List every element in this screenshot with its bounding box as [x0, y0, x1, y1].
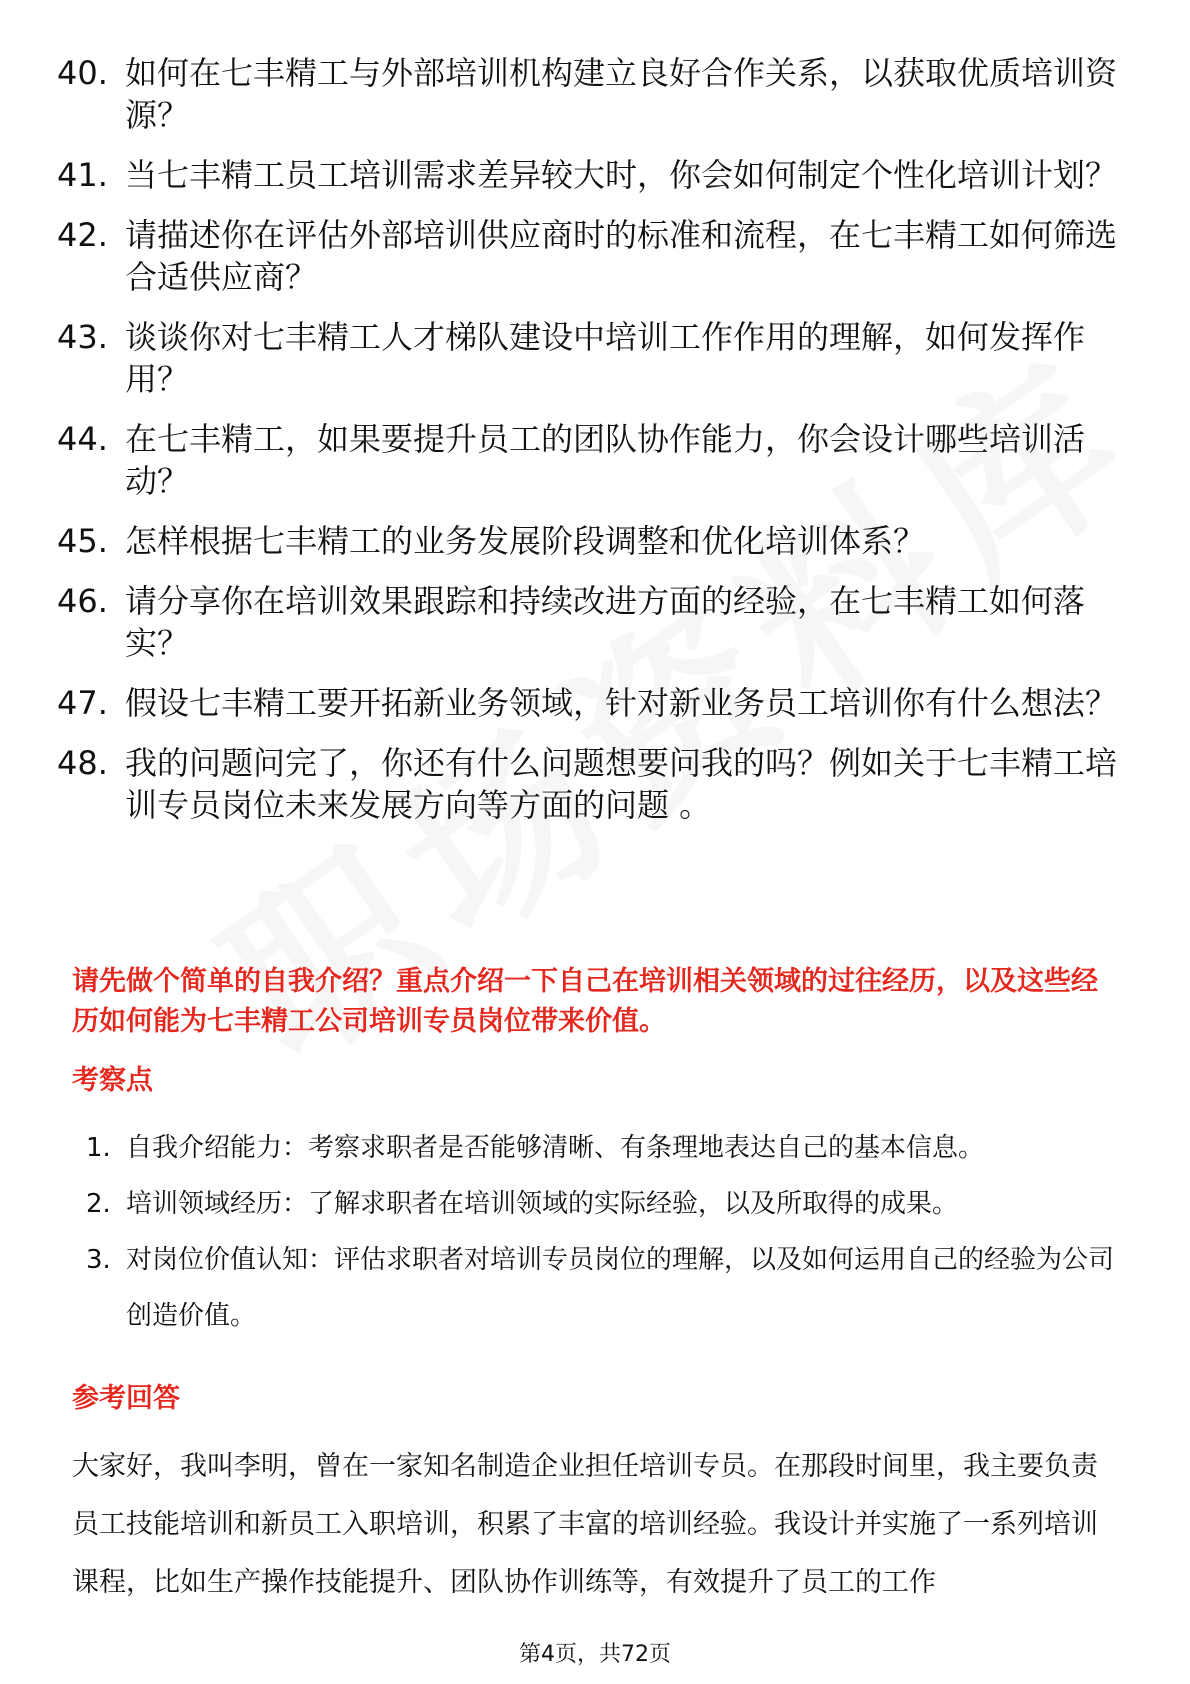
highlight-question: 请先做个简单的自我介绍？重点介绍一下自己在培训相关领域的过往经历，以及这些经历如何能为七丰精工公司培训专员岗位带来价值。 — [72, 966, 1098, 1037]
question-text: 如何在七丰精工与外部培训机构建立良好合作关系，以获取优质培训资源？ — [125, 54, 1118, 134]
question-item — [57, 418, 1137, 502]
question-number: 47. — [57, 684, 108, 722]
reference-answer: 大家好，我叫李明，曾在一家知名制造企业担任培训专员。在那段时间里，我主要负责员工技能培训和新员工入职培训，积累了丰富的培训经验。我设计并实施了一系列培训课程，比如生产操作技能提升、团队协作训练等，有效提升了员工的工作 — [72, 1451, 1098, 1598]
question-number: 46. — [57, 582, 108, 620]
question-item — [57, 214, 1137, 298]
question-text: 在七丰精工，如果要提升员工的团队协作能力，你会设计哪些培训活动？ — [125, 420, 1086, 500]
question-list — [57, 52, 1137, 844]
question-item — [57, 154, 1137, 196]
examination-title: 考察点 — [72, 1065, 153, 1096]
examination-point — [86, 1176, 1126, 1232]
question-number: 40. — [57, 54, 108, 92]
point-number: 3. — [86, 1245, 111, 1275]
examination-point — [86, 1232, 1126, 1344]
question-item — [57, 682, 1137, 724]
point-text: 对岗位价值认知：评估求职者对培训专员岗位的理解，以及如何运用自己的经验为公司创造价值。 — [126, 1245, 1115, 1331]
question-number: 43. — [57, 318, 108, 356]
examination-points — [86, 1120, 1126, 1344]
question-text: 假设七丰精工要开拓新业务领域，针对新业务员工培训你有什么想法？ — [125, 684, 1118, 722]
question-number: 42. — [57, 216, 108, 254]
question-text: 当七丰精工员工培训需求差异较大时，你会如何制定个性化培训计划？ — [125, 156, 1118, 194]
question-number: 44. — [57, 420, 108, 458]
question-number: 45. — [57, 522, 108, 560]
point-text: 自我介绍能力：考察求职者是否能够清晰、有条理地表达自己的基本信息。 — [126, 1133, 985, 1163]
examination-point — [86, 1120, 1126, 1176]
question-number: 41. — [57, 156, 108, 194]
question-text: 我的问题问完了，你还有什么问题想要问我的吗？例如关于七丰精工培训专员岗位未来发展方向等方面的问题 。 — [125, 744, 1118, 824]
question-item — [57, 52, 1137, 136]
question-item — [57, 742, 1137, 826]
question-number: 48. — [57, 744, 108, 782]
question-text: 请描述你在评估外部培训供应商时的标准和流程，在七丰精工如何筛选合适供应商？ — [125, 216, 1118, 296]
point-number: 1. — [86, 1133, 111, 1163]
page-footer: 第4页，共72页 — [519, 1642, 671, 1667]
question-text: 请分享你在培训效果跟踪和持续改进方面的经验，在七丰精工如何落实？ — [125, 582, 1086, 662]
point-text: 培训领域经历：了解求职者在培训领域的实际经验，以及所取得的成果。 — [126, 1189, 959, 1219]
question-item — [57, 520, 1137, 562]
reference-title: 参考回答 — [72, 1383, 180, 1414]
question-item — [57, 316, 1137, 400]
question-text: 谈谈你对七丰精工人才梯队建设中培训工作作用的理解，如何发挥作用？ — [125, 318, 1086, 398]
point-number: 2. — [86, 1189, 111, 1219]
question-text: 怎样根据七丰精工的业务发展阶段调整和优化培训体系？ — [125, 522, 926, 560]
question-item — [57, 580, 1137, 664]
